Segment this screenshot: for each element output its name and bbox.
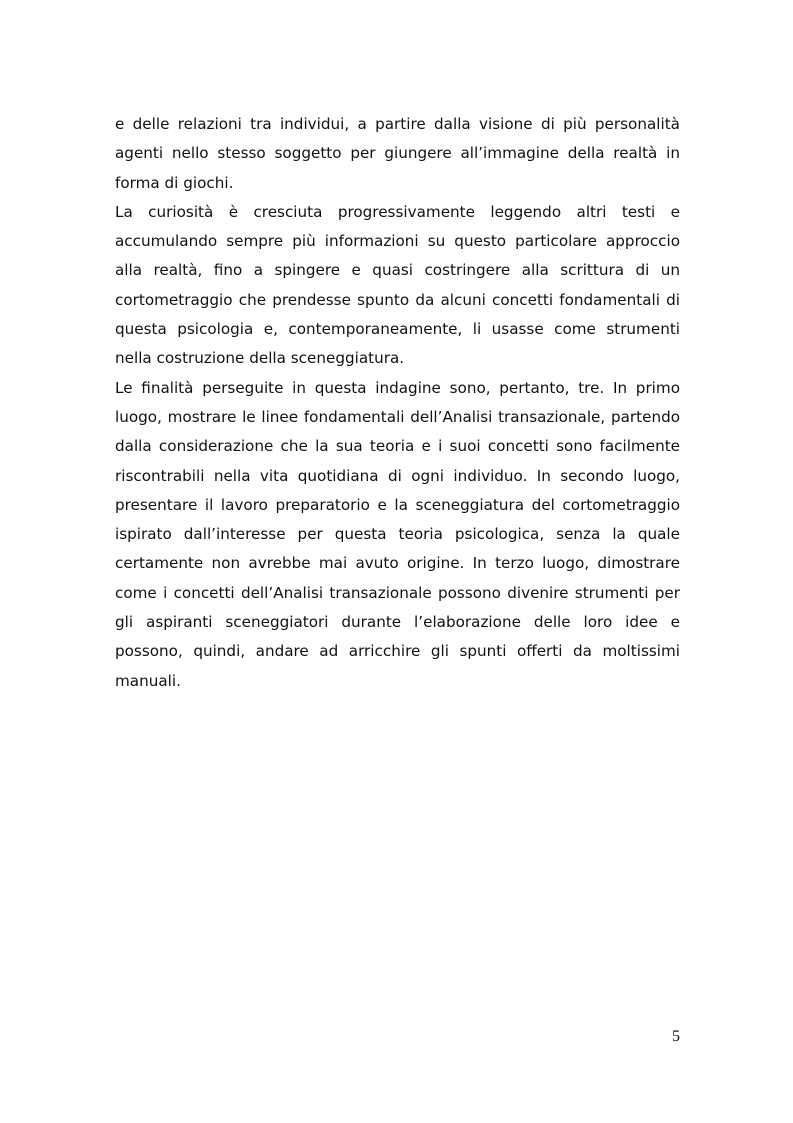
page-number: 5 [672,1028,680,1045]
paragraph-continuation: e delle relazioni tra individui, a partire dalla visione di più personalità agenti nello stesso soggetto per giungere all’immagine della realtà in forma di giochi. [115,115,680,192]
body-text [115,110,680,696]
paragraph-aims: Le finalità perseguite in questa indagine sono, pertanto, tre. In primo luogo, mostrare le linee fondamentali dell’Analisi transazionale, partendo dalla considerazione che la sua teoria e i suoi concetti sono facilmente riscontrabili nella vita quotidiana di ogni individuo. In secondo luogo, presentare il lavoro preparatorio e la sceneggiatura del cortometraggio ispirato dall’interesse per questa teoria psicologica, senza la quale certamente non avrebbe mai avuto origine. In terzo luogo, dimostrare come i concetti dell’Analisi transazionale possono divenire strumenti per gli aspiranti sceneggiatori durante l’elaborazione delle loro idee e possono, quindi, andare ad arricchire gli spunti offerti da moltissimi manuali. [115,378,680,690]
paragraph-curiosity: La curiosità è cresciuta progressivamente leggendo altri testi e accumulando sempre più informazioni su questo particolare approccio alla realtà, fino a spingere e quasi costringere alla scrittura di un cortometraggio che prendesse spunto da alcuni concetti fondamentali di questa psicologia e, contemporaneamente, li usasse come strumenti nella costruzione della sceneggiatura. [115,202,680,368]
